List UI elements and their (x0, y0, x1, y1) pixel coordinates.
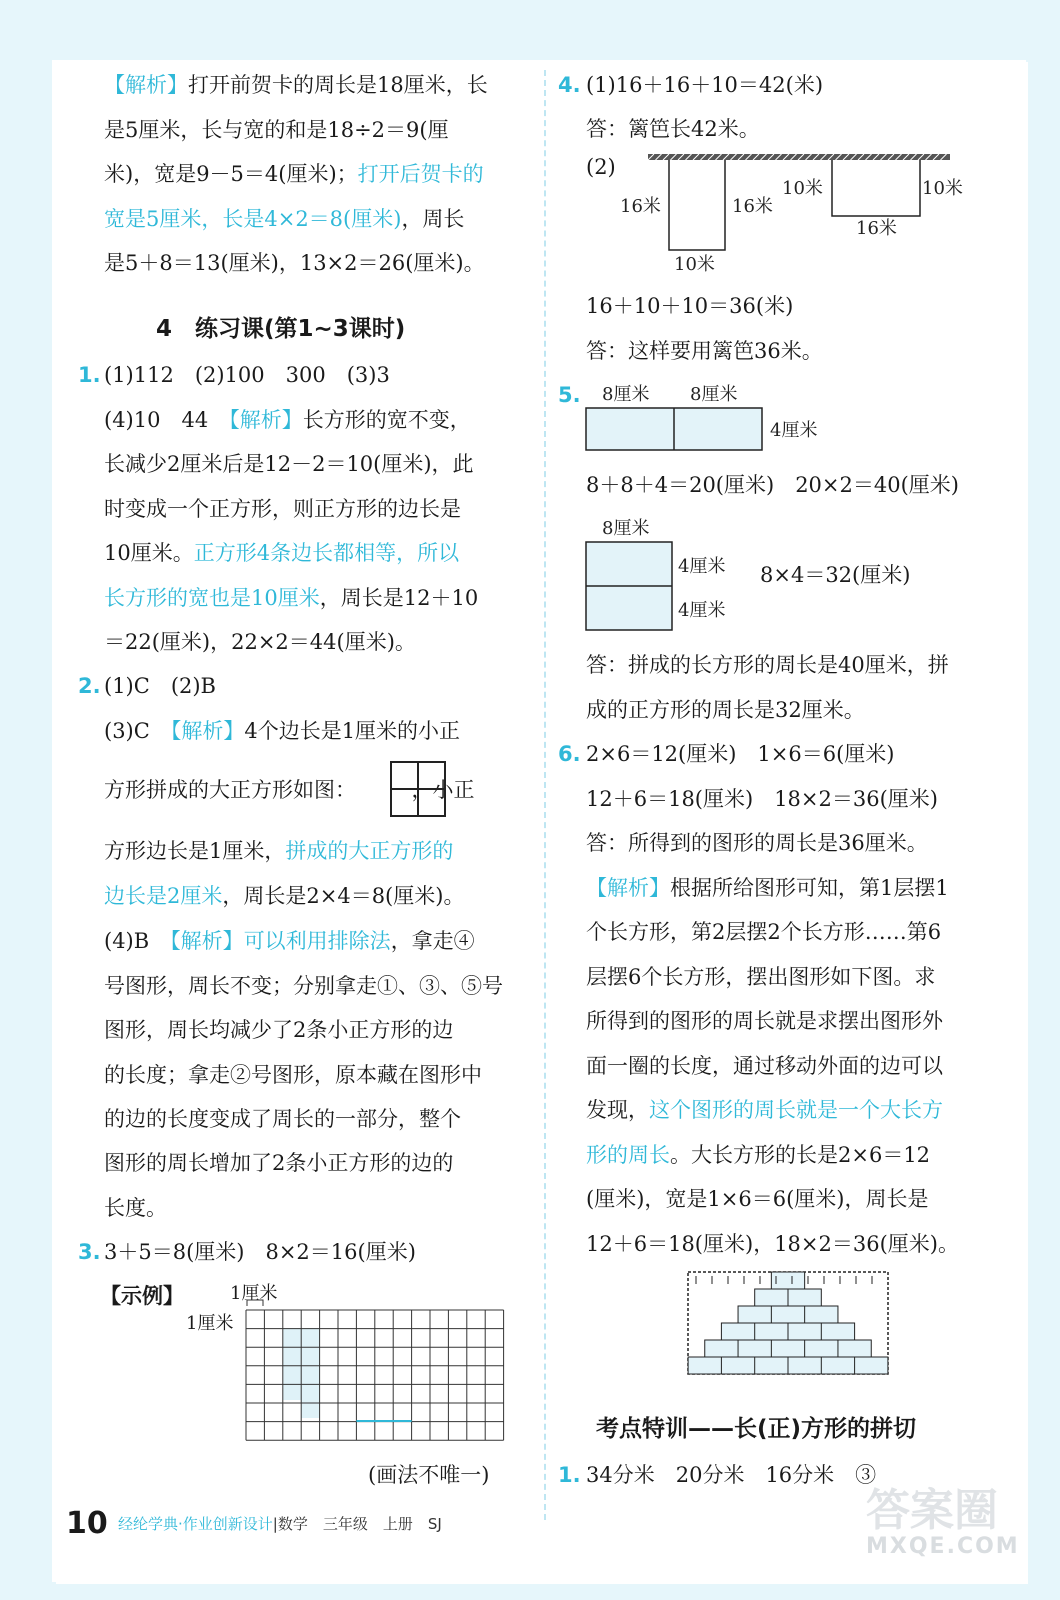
line-text: 4个边长是1厘米的小正 (244, 719, 461, 743)
q2-line (104, 1104, 461, 1134)
label-16m: 16米 (620, 196, 661, 217)
q2-line (104, 836, 453, 866)
line-text: 所得到的图形的周长就是求摆出图形外 (586, 1009, 943, 1033)
line-text: ，周长 (401, 206, 465, 231)
q4-line-1: (1)16＋16＋10＝42(米) (586, 73, 824, 97)
question-number-6: 6. (558, 742, 581, 766)
line-text: 。大长方形的长是2×6＝12 (670, 1142, 931, 1167)
line-text: 层摆6个长方形，摆出图形如下图。求 (586, 964, 936, 989)
q5-answer-2: 成的正方形的周长是32厘米。 (586, 698, 865, 722)
q4-answer-2: 答：这样要用篱笆36米。 (586, 339, 823, 363)
line-text: 的边的长度变成了周长的一部分，整个 (104, 1107, 461, 1131)
special-training-title: 考点特训——长(正)方形的拼切 (596, 1416, 917, 1442)
line-text: 图形，周长均减少了2条小正方形的边 (104, 1018, 454, 1042)
highlighted-text: 这个图形的周长就是一个大长方 (649, 1098, 943, 1122)
line-text: 2×6＝12(厘米) 1×6＝6(厘米) (586, 742, 895, 766)
q6-staircase-figure (686, 1270, 892, 1380)
line-text: 个长方形，第2层摆2个长方形……第6 (586, 920, 942, 944)
line-text: 打开前贺卡的周长是18厘米，长 (188, 73, 488, 97)
label-8cm: 8厘米 (602, 384, 650, 405)
footer-book-info (118, 1512, 442, 1536)
q5-answer-1: 答：拼成的长方形的周长是40厘米，拼 (586, 653, 949, 677)
analysis-tag: 【解析】 (586, 875, 670, 900)
line-text: 12＋6＝18(厘米)，18×2＝36(厘米)。 (586, 1231, 959, 1256)
q6-line (586, 873, 949, 903)
line-text: (4)B (104, 929, 171, 953)
q4-fence-diagram (610, 150, 963, 280)
line-text: 号图形，周长不变；分别拿走①、③、⑤号 (104, 974, 503, 998)
page-frame-right (1026, 0, 1060, 1600)
watermark-url: MXQE.COM (866, 1534, 1020, 1559)
line-text: 12＋6＝18(厘米) 18×2＝36(厘米) (586, 786, 938, 811)
footer-info: |数学 三年级 上册 SJ (272, 1515, 442, 1533)
label-16m: 16米 (856, 218, 897, 239)
question-number-2: 2. (78, 674, 101, 698)
q5-rectangle-diagram (584, 380, 844, 455)
grid-label-top: 1厘米 (230, 1283, 278, 1304)
q2-line (104, 671, 216, 701)
q6-line (586, 1140, 930, 1170)
line-text: 长方形的宽不变， (302, 407, 471, 432)
line-text: 根据所给图形可知，第1层摆1 (670, 875, 949, 900)
label-4cm: 4厘米 (678, 600, 726, 621)
q2-line (104, 1015, 453, 1045)
fence-2 (832, 160, 920, 216)
q4-equation: 16＋10＋10＝36(米) (586, 294, 794, 318)
footer-brand: 经纶学典·作业创新设计 (118, 1515, 273, 1533)
paragraph-line (104, 248, 485, 278)
highlighted-text: 打开后贺卡的 (357, 162, 484, 186)
highlighted-text: 宽是5厘米，长是4×2＝8(厘米) (104, 206, 402, 231)
page-frame-top (0, 0, 1060, 60)
highlighted-text: 边长是2厘米 (104, 884, 223, 908)
q4-line-2: (2) (586, 155, 616, 179)
line-text: 10厘米。 (104, 541, 194, 565)
q6-line (586, 1184, 928, 1214)
special-question-number-1: 1. (558, 1463, 581, 1487)
line-text: ，拿走④ (390, 929, 475, 953)
fence-1 (669, 160, 725, 250)
analysis-tag: 【解析】 (229, 407, 303, 432)
q3-note: (画法不唯一) (368, 1463, 490, 1487)
line-text: 发现， (586, 1098, 649, 1122)
label-10m: 10米 (782, 178, 823, 199)
line-text: (3)C (104, 719, 171, 743)
line-text: (1)112 (2)100 300 (3)3 (104, 363, 390, 387)
q6-line (586, 1051, 943, 1081)
q6-line (586, 1095, 943, 1125)
analysis-tag: 【解析】 (170, 719, 245, 743)
section-title: 4 练习课(第1~3课时) (156, 316, 406, 342)
q5-equation: 8＋8＋4＝20(厘米) 20×2＝40(厘米) (586, 473, 959, 497)
label-10m: 10米 (674, 254, 715, 275)
highlighted-text: 长方形的宽也是10厘米 (104, 585, 320, 610)
grid-label-left: 1厘米 (186, 1313, 234, 1334)
highlight-cell-block (283, 1328, 301, 1400)
q1-line (104, 360, 390, 390)
highlighted-text: 形的周长 (586, 1142, 670, 1167)
q6-line (586, 828, 928, 858)
page-number: 10 (66, 1506, 108, 1541)
q2-line (104, 716, 460, 746)
line-text: 是5＋8＝13(厘米)，13×2＝26(厘米)。 (104, 251, 485, 275)
highlighted-text: 正方形4条边长都相等，所以 (193, 541, 460, 565)
question-number-1: 1. (78, 363, 101, 387)
highlight-cell-block (301, 1328, 319, 1418)
question-number-4: 4. (558, 73, 581, 97)
q2-line (104, 926, 475, 956)
q6-line (586, 739, 895, 769)
line-text: 方形边长是1厘米， (104, 839, 286, 863)
line-text: 长度。 (104, 1196, 167, 1220)
line-text: 的长度；拿走②号图形，原本藏在图形中 (104, 1063, 482, 1087)
q6-line (586, 962, 935, 992)
line-text: (厘米)，宽是1×6＝6(厘米)，周长是 (586, 1187, 929, 1211)
column-divider (544, 70, 546, 1520)
line-text: 是5厘米，长与宽的和是18÷2＝9(厘 (104, 117, 449, 142)
q6-line (586, 917, 941, 947)
line-text: 时变成一个正方形，则正方形的边长是 (104, 496, 461, 521)
q2-line (104, 881, 464, 911)
highlighted-text: 拼成的大正方形的 (285, 839, 454, 863)
question-number-3: 3. (78, 1240, 101, 1264)
staircase-row (738, 1306, 838, 1323)
paragraph-line (104, 204, 464, 234)
page-frame-left (0, 0, 52, 1600)
two-by-two-square-figure (390, 761, 446, 817)
staircase-row (705, 1340, 872, 1357)
line-text: 方形拼成的大正方形如图： (104, 778, 346, 802)
line-text: ，小正 (411, 778, 475, 802)
analysis-tag: 【解析】 (104, 73, 188, 97)
line-text: ＝22(厘米)，22×2＝44(厘米)。 (104, 630, 416, 654)
q5-square-equation: 8×4＝32(厘米) (760, 563, 911, 587)
label-4cm: 4厘米 (770, 420, 818, 441)
highlighted-text: 可以利用排除法 (243, 929, 391, 953)
question-number-5: 5. (558, 383, 581, 407)
line-text: 长减少2厘米后是12－2＝10(厘米)，此 (104, 452, 474, 476)
line-text: 面一圈的长度，通过移动外面的边可以 (586, 1053, 943, 1078)
q6-line (586, 1229, 959, 1259)
paragraph-line (104, 70, 488, 100)
line-text: (1)C (2)B (104, 674, 216, 698)
q3-grid-drawing (246, 1310, 506, 1444)
line-text: ，周长是12＋10 (319, 585, 479, 610)
line-text: (4)10 44 (104, 407, 230, 432)
q2-line (104, 1193, 167, 1223)
label-10m: 10米 (922, 178, 963, 199)
q2-line (104, 1060, 482, 1090)
example-label: 【示例】 (100, 1284, 184, 1308)
q6-line (586, 784, 938, 814)
line-text: 答：所得到的图形的周长是36厘米。 (586, 831, 928, 855)
watermark-logo: 答案圈 (866, 1485, 998, 1536)
special-answer-1: 34分米 20分米 16分米 ③ (586, 1463, 877, 1487)
q3-equation: 3＋5＝8(厘米) 8×2＝16(厘米) (104, 1240, 416, 1264)
line-text: ，周长是2×4＝8(厘米)。 (222, 884, 465, 908)
q6-line (586, 1006, 943, 1036)
q2-line (104, 1148, 453, 1178)
q5-square-diagram (584, 514, 844, 634)
label-16m: 16米 (732, 196, 773, 217)
analysis-tag: 【解析】 (170, 929, 244, 953)
paragraph-line (104, 159, 484, 189)
q4-answer-1: 答：篱笆长42米。 (586, 117, 760, 141)
page-frame-bottom (0, 1582, 1060, 1600)
line-text: 图形的周长增加了2条小正方形的边的 (104, 1151, 454, 1175)
q1-line (104, 449, 474, 479)
q1-line (104, 494, 461, 524)
q1-line (104, 627, 416, 657)
label-8cm: 8厘米 (602, 518, 650, 539)
q1-line (104, 405, 471, 435)
q2-line (104, 971, 503, 1001)
label-4cm: 4厘米 (678, 556, 726, 577)
q1-line (104, 538, 459, 568)
q1-line (104, 583, 478, 613)
label-8cm: 8厘米 (690, 384, 738, 405)
paragraph-line (104, 115, 449, 145)
line-text: 米)，宽是9－5＝4(厘米)； (104, 162, 358, 186)
